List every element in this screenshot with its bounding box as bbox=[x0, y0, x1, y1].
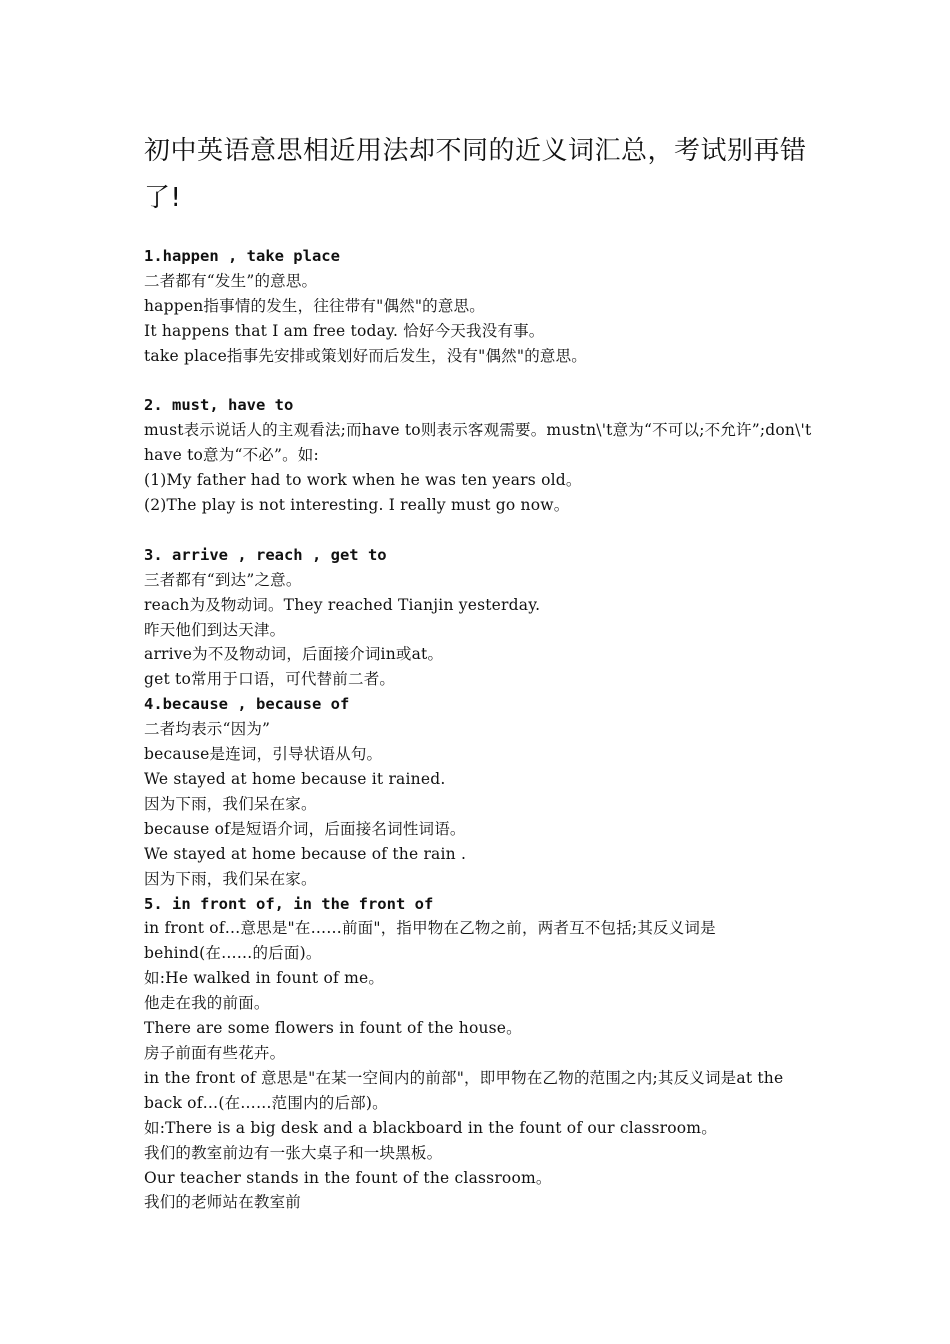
section-because-because-of bbox=[144, 692, 814, 891]
section-must-have-to bbox=[144, 393, 817, 518]
text-line: because是连词，引导状语从句。 bbox=[144, 745, 383, 764]
text-line: 他走在我的前面。 bbox=[144, 994, 270, 1013]
text-line: 因为下雨，我们呆在家。 bbox=[144, 794, 317, 813]
text-line: 房子前面有些花卉。 bbox=[144, 1043, 286, 1062]
example-line: 如:He walked in fount of me。 bbox=[144, 969, 385, 988]
text-line: arrive为不及物动词，后面接介词in或at。 bbox=[144, 645, 444, 664]
text-line: happen指事情的发生，往往带有"偶然"的意思。 bbox=[144, 296, 485, 315]
section-heading: 4.because , because of bbox=[144, 695, 350, 714]
section-heading: 3. arrive , reach , get to bbox=[144, 545, 387, 564]
section-heading: 2. must, have to bbox=[144, 396, 294, 415]
section-arrive-reach-get-to bbox=[144, 543, 814, 692]
document-page bbox=[144, 128, 817, 1215]
spacer bbox=[144, 369, 814, 394]
example-line: 如:There is a big desk and a blackboard in the fount of our classroom。 bbox=[144, 1118, 717, 1137]
spacer bbox=[144, 518, 814, 543]
example-line: (1)My father had to work when he was ten years old。 bbox=[144, 471, 582, 490]
text-line: 因为下雨，我们呆在家。 bbox=[144, 869, 317, 888]
section-heading: 5. in front of, in the front of bbox=[144, 894, 434, 913]
section-in-front-of bbox=[144, 892, 814, 1216]
example-line: We stayed at home because of the rain . bbox=[144, 844, 467, 863]
text-line: 我们的教室前边有一张大桌子和一块黑板。 bbox=[144, 1143, 443, 1162]
text-line: take place指事先安排或策划好而后发生，没有"偶然"的意思。 bbox=[144, 346, 587, 365]
text-line: 我们的老师站在教室前 bbox=[144, 1193, 302, 1212]
example-line: Our teacher stands in the fount of the classroom。 bbox=[144, 1168, 552, 1187]
example-line: We stayed at home because it rained. bbox=[144, 770, 446, 788]
section-happen-take-place bbox=[144, 244, 814, 369]
text-line: reach为及物动词。They reached Tianjin yesterday. bbox=[144, 595, 541, 614]
text-line: get to常用于口语，可代替前二者。 bbox=[144, 670, 396, 689]
text-line: in front of…意思是"在……前面"，指甲物在乙物之前，两者互不包括;其反义词是behind(在……的后面)。 bbox=[144, 919, 716, 963]
text-line: in the front of 意思是"在某一空间内的前部"，即甲物在乙物的范围之内;其反义词是at the back of…(在……范围内的后部)。 bbox=[144, 1068, 789, 1112]
text-line: 二者均表示“因为” bbox=[144, 720, 271, 739]
text-line: 二者都有“发生”的意思。 bbox=[144, 271, 318, 290]
section-heading: 1.happen , take place bbox=[144, 247, 340, 265]
example-line: It happens that I am free today. 恰好今天我没有事。 bbox=[144, 321, 545, 340]
example-line: (2)The play is not interesting. I really must go now。 bbox=[144, 496, 570, 515]
example-line: There are some flowers in fount of the house。 bbox=[144, 1019, 522, 1038]
text-line: 昨天他们到达天津。 bbox=[144, 620, 286, 639]
text-line: 三者都有“到达”之意。 bbox=[144, 570, 302, 589]
text-line: because of是短语介词，后面接名词性词语。 bbox=[144, 819, 466, 838]
text-line: must表示说话人的主观看法;而have to则表示客观需要。mustn\'t意为“不可以;不允许”;don\'t have to意为“不必”。如: bbox=[144, 421, 817, 465]
page-title: 初中英语意思相近用法却不同的近义词汇总，考试别再错了! bbox=[144, 136, 807, 213]
